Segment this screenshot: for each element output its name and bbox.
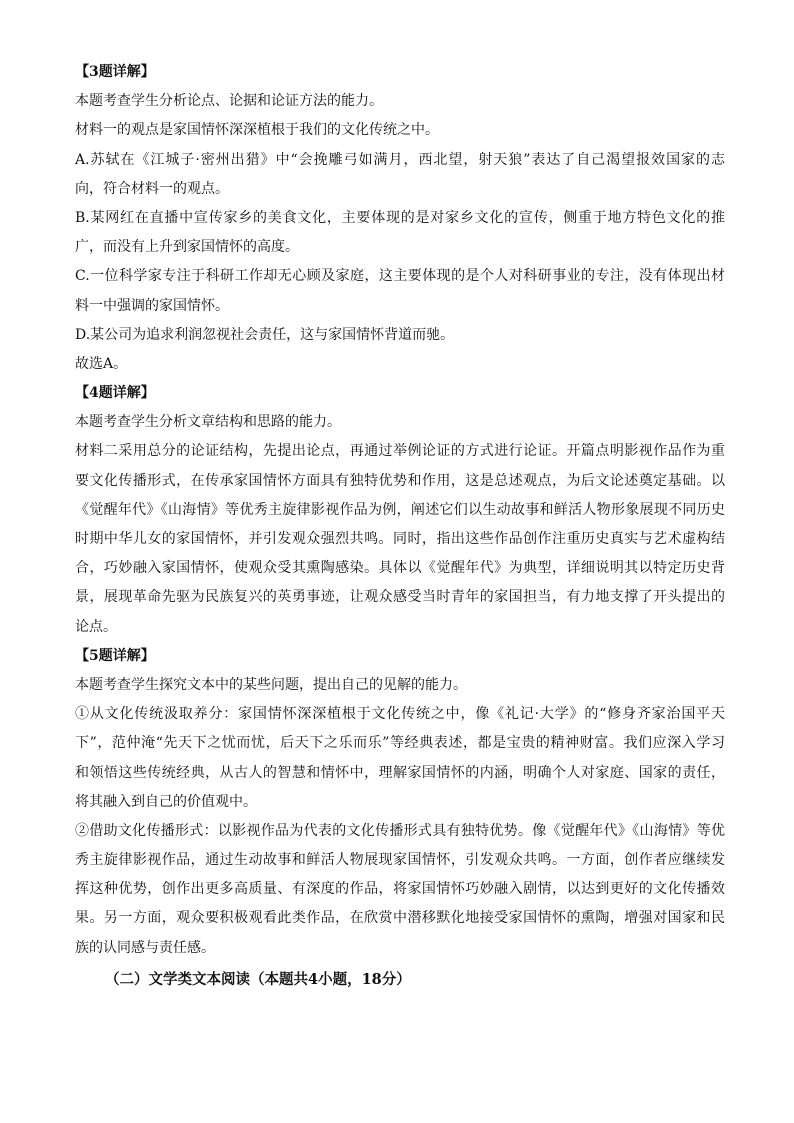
q5-line: 挥这种优势，创作出更多高质量、有深度的作品，将家国情怀巧妙融入剧情，以达到更好的文化传播效	[75, 881, 725, 898]
q3-line: 故选A。	[75, 355, 128, 372]
section-title: （二）文学类文本阅读（本题共4小题，18分）	[105, 970, 411, 988]
q5-line: 下”，范仲淹“先天下之忧而忧，后天下之乐而乐”等经典表述，都是宝贵的精神财富。我们应深入学习	[75, 735, 725, 752]
q4-line: 本题考查学生分析文章结构和思路的能力。	[75, 414, 341, 431]
q3-heading: 【3题详解】	[75, 64, 155, 80]
q4-line: 合，巧妙融入家国情怀，使观众受其熏陶感染。具体以《觉醒年代》为典型，详细说明其以特定历史背	[75, 560, 725, 577]
q5-line: 秀主旋律影视作品，通过生动故事和鲜活人物展现家国情怀，引发观众共鸣。一方面，创作者应继续发	[75, 852, 725, 869]
q5-line: 本题考查学生探究文本中的某些问题，提出自己的见解的能力。	[75, 676, 467, 693]
q5-line: ②借助文化传播形式：以影视作品为代表的文化传播形式具有独特优势。像《觉醒年代》《山海情》等优	[75, 822, 725, 839]
q3-line: D.某公司为追求利润忽视社会责任，这与家国情怀背道而驰。	[75, 326, 455, 343]
document-page	[75, 58, 725, 994]
q3-line: 本题考查学生分析论点、论据和论证方法的能力。	[75, 93, 383, 110]
q3-line: 材料一的观点是家国情怀深深植根于我们的文化传统之中。	[75, 122, 439, 139]
q3-line: 向，符合材料一的观点。	[75, 180, 229, 197]
q5-heading: 【5题详解】	[75, 647, 155, 664]
q3-line: C.一位科学家专注于科研工作却无心顾及家庭，这主要体现的是个人对科研事业的专注，没有体现出材	[75, 268, 725, 285]
q5-line: 和领悟这些传统经典，从古人的智慧和情怀中，理解家国情怀的内涵，明确个人对家庭、国家的责任，	[75, 764, 725, 781]
q4-line: 要文化传播形式，在传承家国情怀方面具有独特优势和作用，这是总述观点，为后文论述奠定基础。以	[75, 472, 725, 489]
q3-line: 广，而没有上升到家国情怀的高度。	[75, 239, 299, 256]
q4-line: 《觉醒年代》《山海情》等优秀主旋律影视作品为例，阐述它们以生动故事和鲜活人物形象展现不同历史	[75, 501, 725, 518]
q4-line: 景，展现革命先驱为民族复兴的英勇事迹，让观众感受当时青年的家国担当，有力地支撑了开头提出的	[75, 589, 725, 606]
q3-line: 料一中强调的家国情怀。	[75, 297, 229, 314]
q5-line: 族的认同感与责任感。	[75, 939, 215, 956]
q5-line: 果。另一方面，观众要积极观看此类作品，在欣赏中潜移默化地接受家国情怀的熏陶，增强对国家和民	[75, 910, 725, 927]
q4-line: 论点。	[75, 618, 117, 635]
q3-line: A.苏轼在《江城子·密州出猎》中“会挽雕弓如满月，西北望，射天狼”表达了自己渴望报效国家的志	[75, 151, 725, 168]
q3-line: B.某网红在直播中宣传家乡的美食文化，主要体现的是对家乡文化的宣传，侧重于地方特色文化的推	[75, 209, 725, 226]
q4-line: 时期中华儿女的家国情怀，并引发观众强烈共鸣。同时，指出这些作品创作注重历史真实与艺术虚构结	[75, 531, 725, 547]
q4-line: 材料二采用总分的论证结构，先提出论点，再通过举例论证的方式进行论证。开篇点明影视作品作为重	[75, 443, 725, 460]
q5-line: ①从文化传统汲取养分：家国情怀深深植根于文化传统之中，像《礼记·大学》的“修身齐家治国平天	[75, 706, 725, 723]
q5-line: 将其融入到自己的价值观中。	[75, 793, 257, 810]
q4-heading: 【4题详解】	[75, 385, 155, 402]
